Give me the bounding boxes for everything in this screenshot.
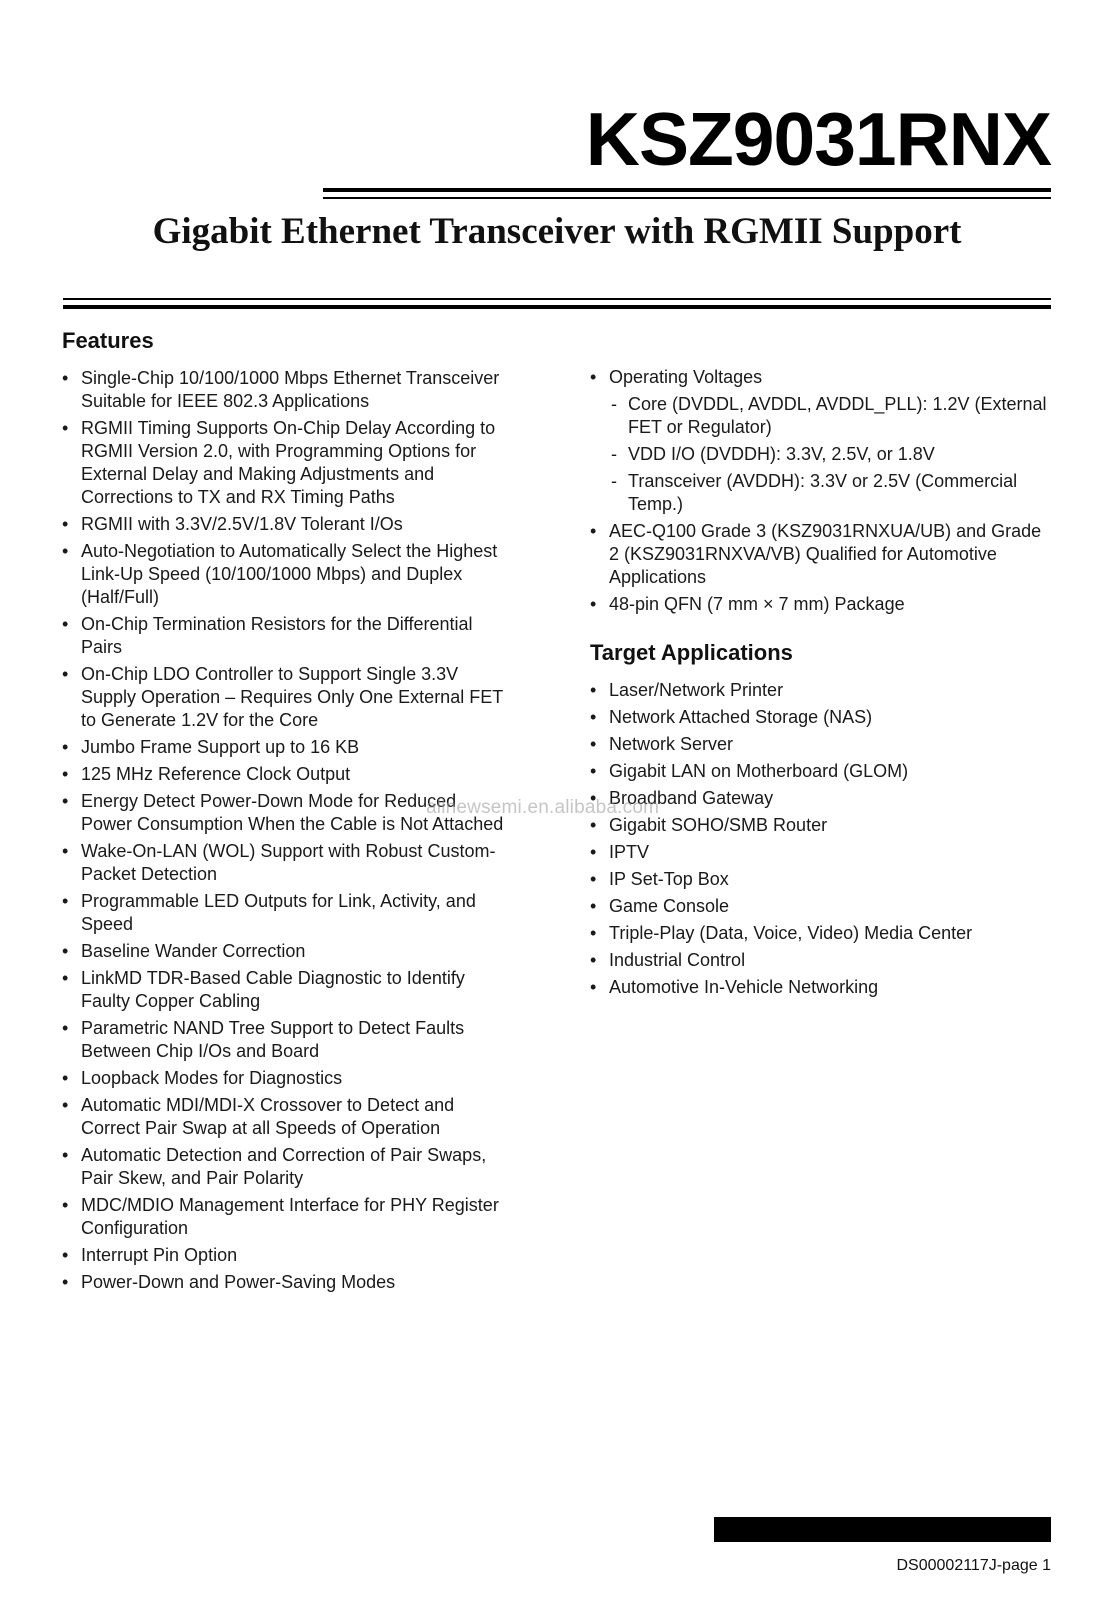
voltage-item: - Transceiver (AVDDH): 3.3V or 2.5V (Commercial Temp.) <box>609 470 1052 516</box>
header-rule-thin <box>323 197 1051 199</box>
feature-item: • Auto-Negotiation to Automatically Select the Highest Link-Up Speed (10/100/1000 Mbps) and Duplex (Half/Full) <box>62 540 504 609</box>
feature-item: • LinkMD TDR-Based Cable Diagnostic to Identify Faulty Copper Cabling <box>62 967 504 1013</box>
watermark: allnewsemi.en.alibaba.com <box>426 797 660 818</box>
application-item: • IP Set-Top Box <box>590 868 1052 891</box>
voltage-item: - Core (DVDDL, AVDDL, AVDDL_PLL): 1.2V (External FET or Regulator) <box>609 393 1052 439</box>
feature-item: • On-Chip Termination Resistors for the Differential Pairs <box>62 613 504 659</box>
application-item: • Laser/Network Printer <box>590 679 1052 702</box>
feature-item: • Programmable LED Outputs for Link, Activity, and Speed <box>62 890 504 936</box>
features-heading: Features <box>62 328 154 353</box>
feature-item: • Jumbo Frame Support up to 16 KB <box>62 736 504 759</box>
features-list <box>62 367 504 1294</box>
feature-item: • Single-Chip 10/100/1000 Mbps Ethernet Transceiver Suitable for IEEE 802.3 Applications <box>62 367 504 413</box>
right-column <box>590 366 1052 1003</box>
feature-item: • 125 MHz Reference Clock Output <box>62 763 504 786</box>
feature-item-aec-q100: • AEC-Q100 Grade 3 (KSZ9031RNXUA/UB) and Grade 2 (KSZ9031RNXVA/VB) Qualified for Automotive Applications <box>590 520 1052 589</box>
application-item: • IPTV <box>590 841 1052 864</box>
target-applications-list <box>590 679 1052 999</box>
feature-item: • Energy Detect Power-Down Mode for Reduced Power Consumption When the Cable is Not Attached <box>62 790 504 836</box>
voltage-item: - VDD I/O (DVDDH): 3.3V, 2.5V, or 1.8V <box>609 443 1052 466</box>
feature-item: • RGMII Timing Supports On-Chip Delay According to RGMII Version 2.0, with Programming Options for External Delay and Making Adjustments and Corrections to TX and RX Timing Paths <box>62 417 504 509</box>
feature-item: • Automatic MDI/MDI-X Crossover to Detect and Correct Pair Swap at all Speeds of Operation <box>62 1094 504 1140</box>
voltage-sublist <box>609 393 1052 516</box>
feature-item: • Interrupt Pin Option <box>62 1244 504 1267</box>
feature-item: • Parametric NAND Tree Support to Detect Faults Between Chip I/Os and Board <box>62 1017 504 1063</box>
operating-voltages-label: Operating Voltages <box>609 367 763 387</box>
application-item: • Automotive In-Vehicle Networking <box>590 976 1052 999</box>
feature-item-package: • 48-pin QFN (7 mm × 7 mm) Package <box>590 593 1052 616</box>
application-item: • Gigabit SOHO/SMB Router <box>590 814 1052 837</box>
feature-item: • Loopback Modes for Diagnostics <box>62 1067 504 1090</box>
title-rule-thick <box>63 305 1051 309</box>
feature-item-operating-voltages <box>590 366 1052 516</box>
feature-item: • On-Chip LDO Controller to Support Single 3.3V Supply Operation – Requires Only One External FET to Generate 1.2V for the Core <box>62 663 504 732</box>
page-number: DS00002117J-page 1 <box>896 1557 1051 1574</box>
features-list-continued <box>590 366 1052 616</box>
application-item: • Network Server <box>590 733 1052 756</box>
application-item: • Gigabit LAN on Motherboard (GLOM) <box>590 760 1052 783</box>
application-item: • Industrial Control <box>590 949 1052 972</box>
feature-item: • MDC/MDIO Management Interface for PHY Register Configuration <box>62 1194 504 1240</box>
document-title: Gigabit Ethernet Transceiver with RGMII Support <box>152 211 962 252</box>
feature-item: • Power-Down and Power-Saving Modes <box>62 1271 504 1294</box>
application-item: • Network Attached Storage (NAS) <box>590 706 1052 729</box>
feature-item: • Baseline Wander Correction <box>62 940 504 963</box>
header-rule-thick <box>323 188 1051 192</box>
application-item: • Triple-Play (Data, Voice, Video) Media Center <box>590 922 1052 945</box>
feature-item: • Wake-On-LAN (WOL) Support with Robust Custom-Packet Detection <box>62 840 504 886</box>
feature-item: • RGMII with 3.3V/2.5V/1.8V Tolerant I/Os <box>62 513 504 536</box>
footer-bar <box>714 1517 1051 1542</box>
application-item: • Game Console <box>590 895 1052 918</box>
application-item: • Broadband Gateway <box>590 787 1052 810</box>
target-applications-heading: Target Applications <box>590 640 793 665</box>
feature-item: • Automatic Detection and Correction of Pair Swaps, Pair Skew, and Pair Polarity <box>62 1144 504 1190</box>
part-number: KSZ9031RNX <box>585 97 1051 181</box>
title-rule-thin <box>63 298 1051 300</box>
